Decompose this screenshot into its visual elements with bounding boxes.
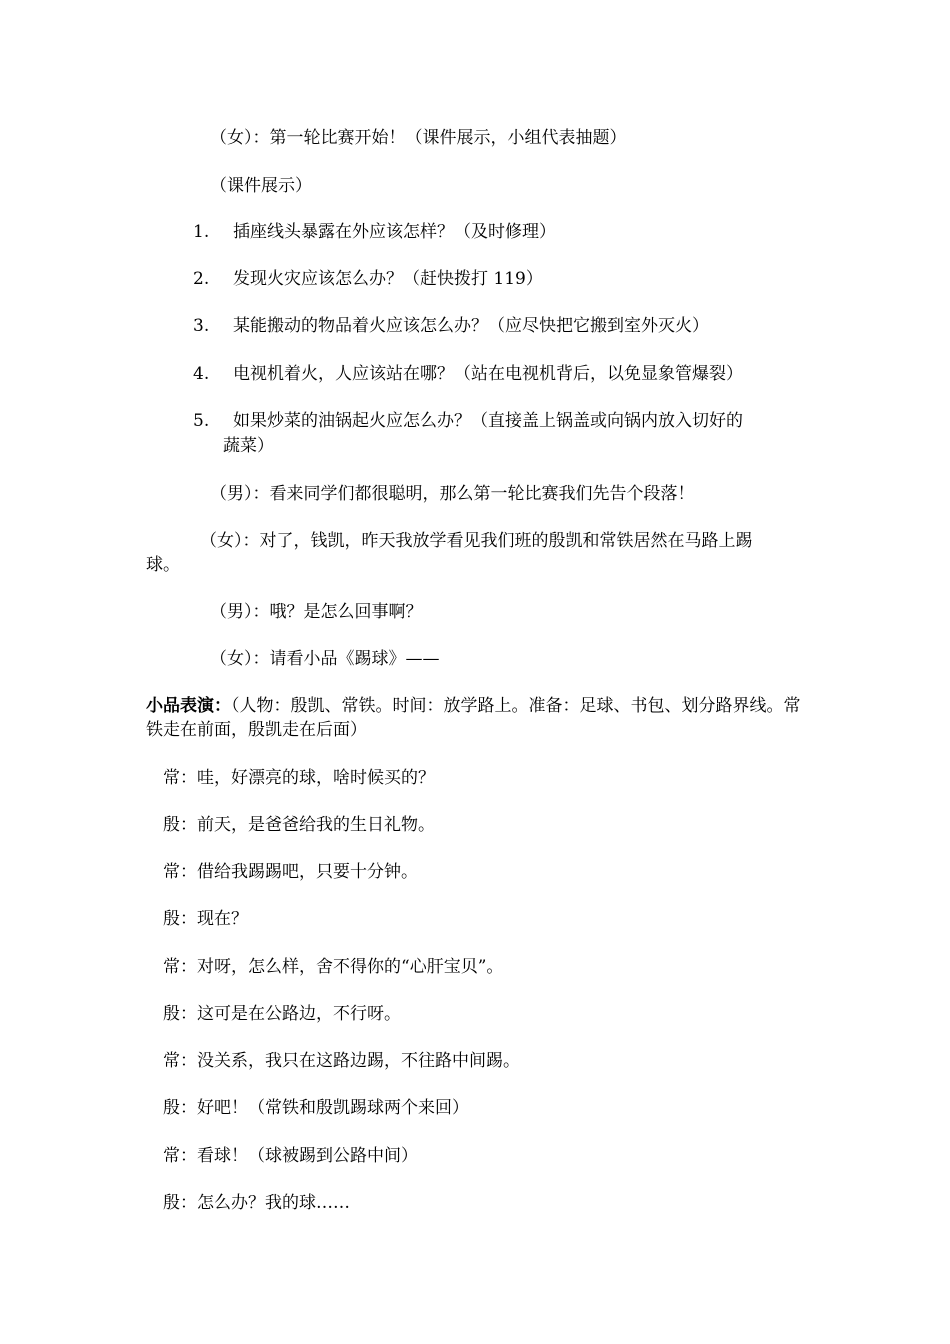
male-line-1: （男）：看来同学们都很聪明，那么第一轮比赛我们先告个段落！ (210, 484, 695, 504)
question-text: 电视机着火，人应该站在哪？（站在电视机背后，以免显象管爆裂） (233, 364, 743, 384)
question-number: 1. (193, 222, 210, 242)
skit-line-6: 殷：这可是在公路边，不行呀。 (163, 1004, 401, 1024)
skit-line-9: 常：看球！（球被踢到公路中间） (163, 1146, 418, 1166)
female-line-1-continued: 球。 (146, 555, 180, 575)
skit-line-3: 常：借给我踢踢吧，只要十分钟。 (163, 862, 418, 882)
question-5-continued: 蔬菜） (223, 436, 274, 456)
question-4 (193, 362, 743, 386)
question-number: 3. (193, 316, 210, 336)
male-line-2: （男）：哦？是怎么回事啊？ (210, 602, 423, 622)
intro-line-1: （女）：第一轮比赛开始！（课件展示，小组代表抽题） (210, 128, 627, 148)
skit-line-8: 殷：好吧！（常铁和殷凯踢球两个来回） (163, 1098, 469, 1118)
question-number: 2. (193, 269, 210, 289)
skit-description-continued: 铁走在前面，殷凯走在后面） (146, 720, 367, 740)
skit-line-5: 常：对呀，怎么样，舍不得你的“心肝宝贝”。 (163, 957, 504, 977)
question-3 (193, 314, 709, 338)
skit-line-7: 常：没关系，我只在这路边踢，不往路中间踢。 (163, 1051, 520, 1071)
female-line-2: （女）：请看小品《踢球》—— (210, 649, 440, 669)
skit-line-4: 殷：现在？ (163, 909, 248, 929)
skit-heading: 小品表演： (146, 696, 231, 716)
intro-line-2: （课件展示） (210, 176, 312, 196)
question-text: 如果炒菜的油锅起火应怎么办？（直接盖上锅盖或向锅内放入切好的 (233, 411, 743, 431)
skit-line-10: 殷：怎么办？我的球…… (163, 1193, 350, 1213)
question-number: 4. (193, 364, 210, 384)
skit-description: （人物：殷凯、常铁。时间：放学路上。准备：足球、书包、划分路界线。常 (231, 696, 801, 716)
skit-line-2: 殷：前天，是爸爸给我的生日礼物。 (163, 815, 435, 835)
question-text: 某能搬动的物品着火应该怎么办？（应尽快把它搬到室外灭火） (233, 316, 709, 336)
skit-intro (146, 694, 801, 718)
question-2 (193, 267, 543, 291)
question-text: 发现火灾应该怎么办？（赶快拨打 119） (233, 269, 543, 289)
question-5 (193, 409, 743, 433)
question-number: 5. (193, 411, 210, 431)
skit-line-1: 常：哇，好漂亮的球，啥时候买的？ (163, 768, 435, 788)
female-line-1: （女）：对了，钱凯，昨天我放学看见我们班的殷凯和常铁居然在马路上踢 (200, 531, 753, 551)
question-1 (193, 220, 556, 244)
question-text: 插座线头暴露在外应该怎样？（及时修理） (233, 222, 556, 242)
